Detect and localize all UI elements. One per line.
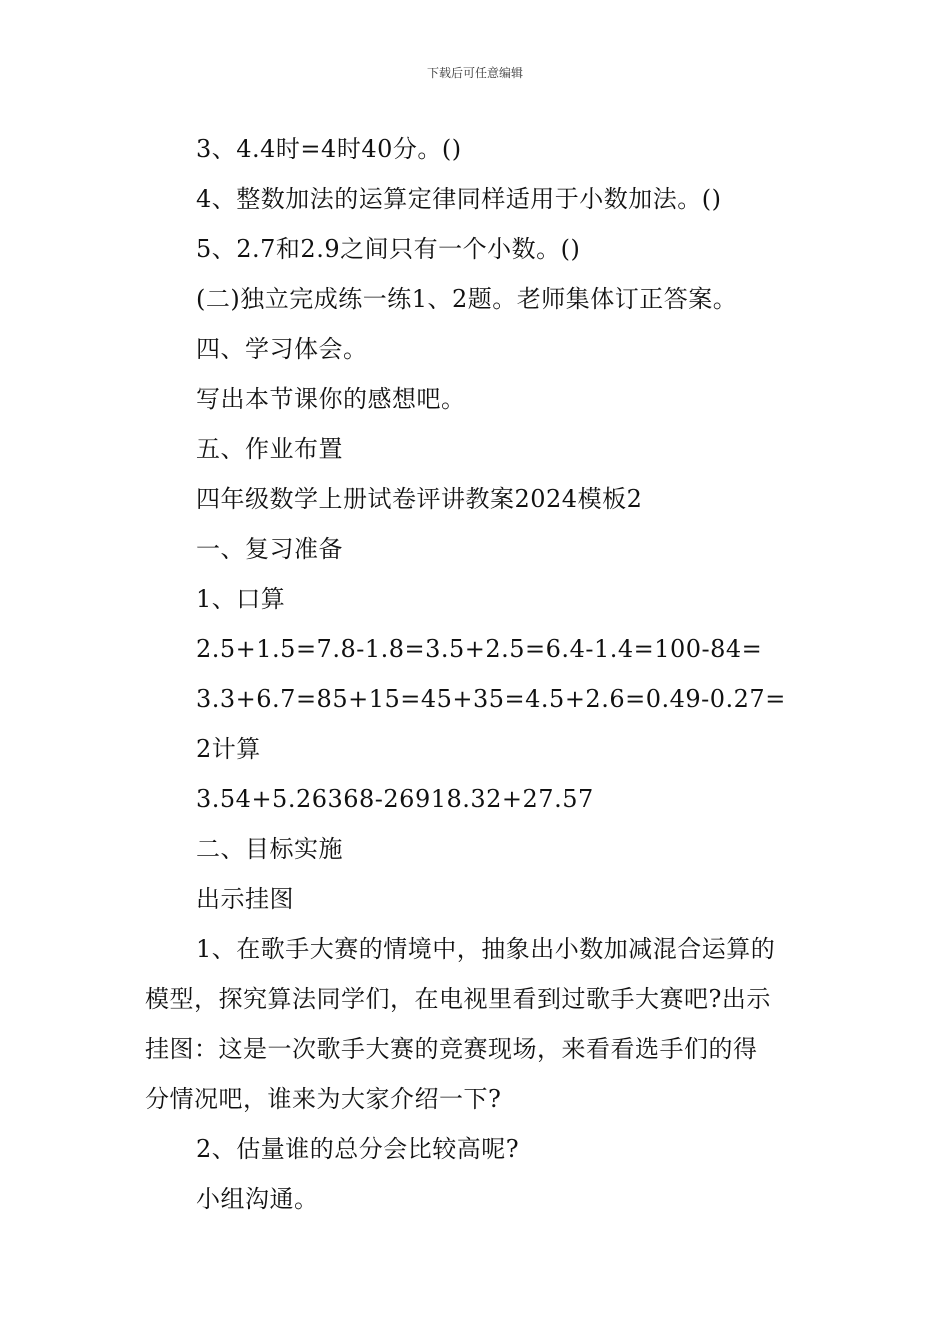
page-header-note: 下载后可任意编辑 [426, 66, 523, 80]
practice-instruction: (二)独立完成练一练1、2题。老师集体订正答案。 [196, 285, 738, 313]
group-communication: 小组沟通。 [196, 1185, 319, 1213]
paragraph-2: 2、估量谁的总分会比较高呢? [196, 1135, 520, 1163]
paragraph-1-line-3: 挂图：这是一次歌手大赛的竞赛现场，来看看选手们的得 [145, 1035, 758, 1063]
document-title: 四年级数学上册试卷评讲教案2024模板2 [196, 485, 643, 513]
subheading-calculation: 2计算 [196, 735, 261, 763]
section-heading-learning-reflection: 四、学习体会。 [196, 335, 368, 363]
paragraph-1-line-2: 模型，探究算法同学们，在电视里看到过歌手大赛吧?出示 [145, 985, 771, 1013]
mental-math-row-1: 2.5+1.5=7.8-1.8=3.5+2.5=6.4-1.4=100-84= [196, 635, 763, 663]
subheading-mental-math: 1、口算 [196, 585, 286, 613]
mental-math-row-2: 3.3+6.7=85+15=45+35=4.5+2.6=0.49-0.27= [196, 685, 786, 713]
section-heading-review: 一、复习准备 [196, 535, 343, 563]
show-chart-line: 出示挂图 [196, 885, 294, 913]
question-5: 5、2.7和2.9之间只有一个小数。() [196, 235, 581, 263]
section-heading-implementation: 二、目标实施 [196, 835, 343, 863]
question-3: 3、4.4时=4时40分。() [196, 135, 462, 163]
paragraph-1-line-1: 1、在歌手大赛的情境中，抽象出小数加减混合运算的 [196, 935, 776, 963]
paragraph-1-line-4: 分情况吧，谁来为大家介绍一下? [145, 1085, 502, 1113]
reflection-prompt: 写出本节课你的感想吧。 [196, 385, 466, 413]
question-4: 4、整数加法的运算定律同样适用于小数加法。() [196, 185, 722, 213]
section-heading-homework: 五、作业布置 [196, 435, 343, 463]
calculation-row: 3.54+5.26368-26918.32+27.57 [196, 785, 594, 813]
